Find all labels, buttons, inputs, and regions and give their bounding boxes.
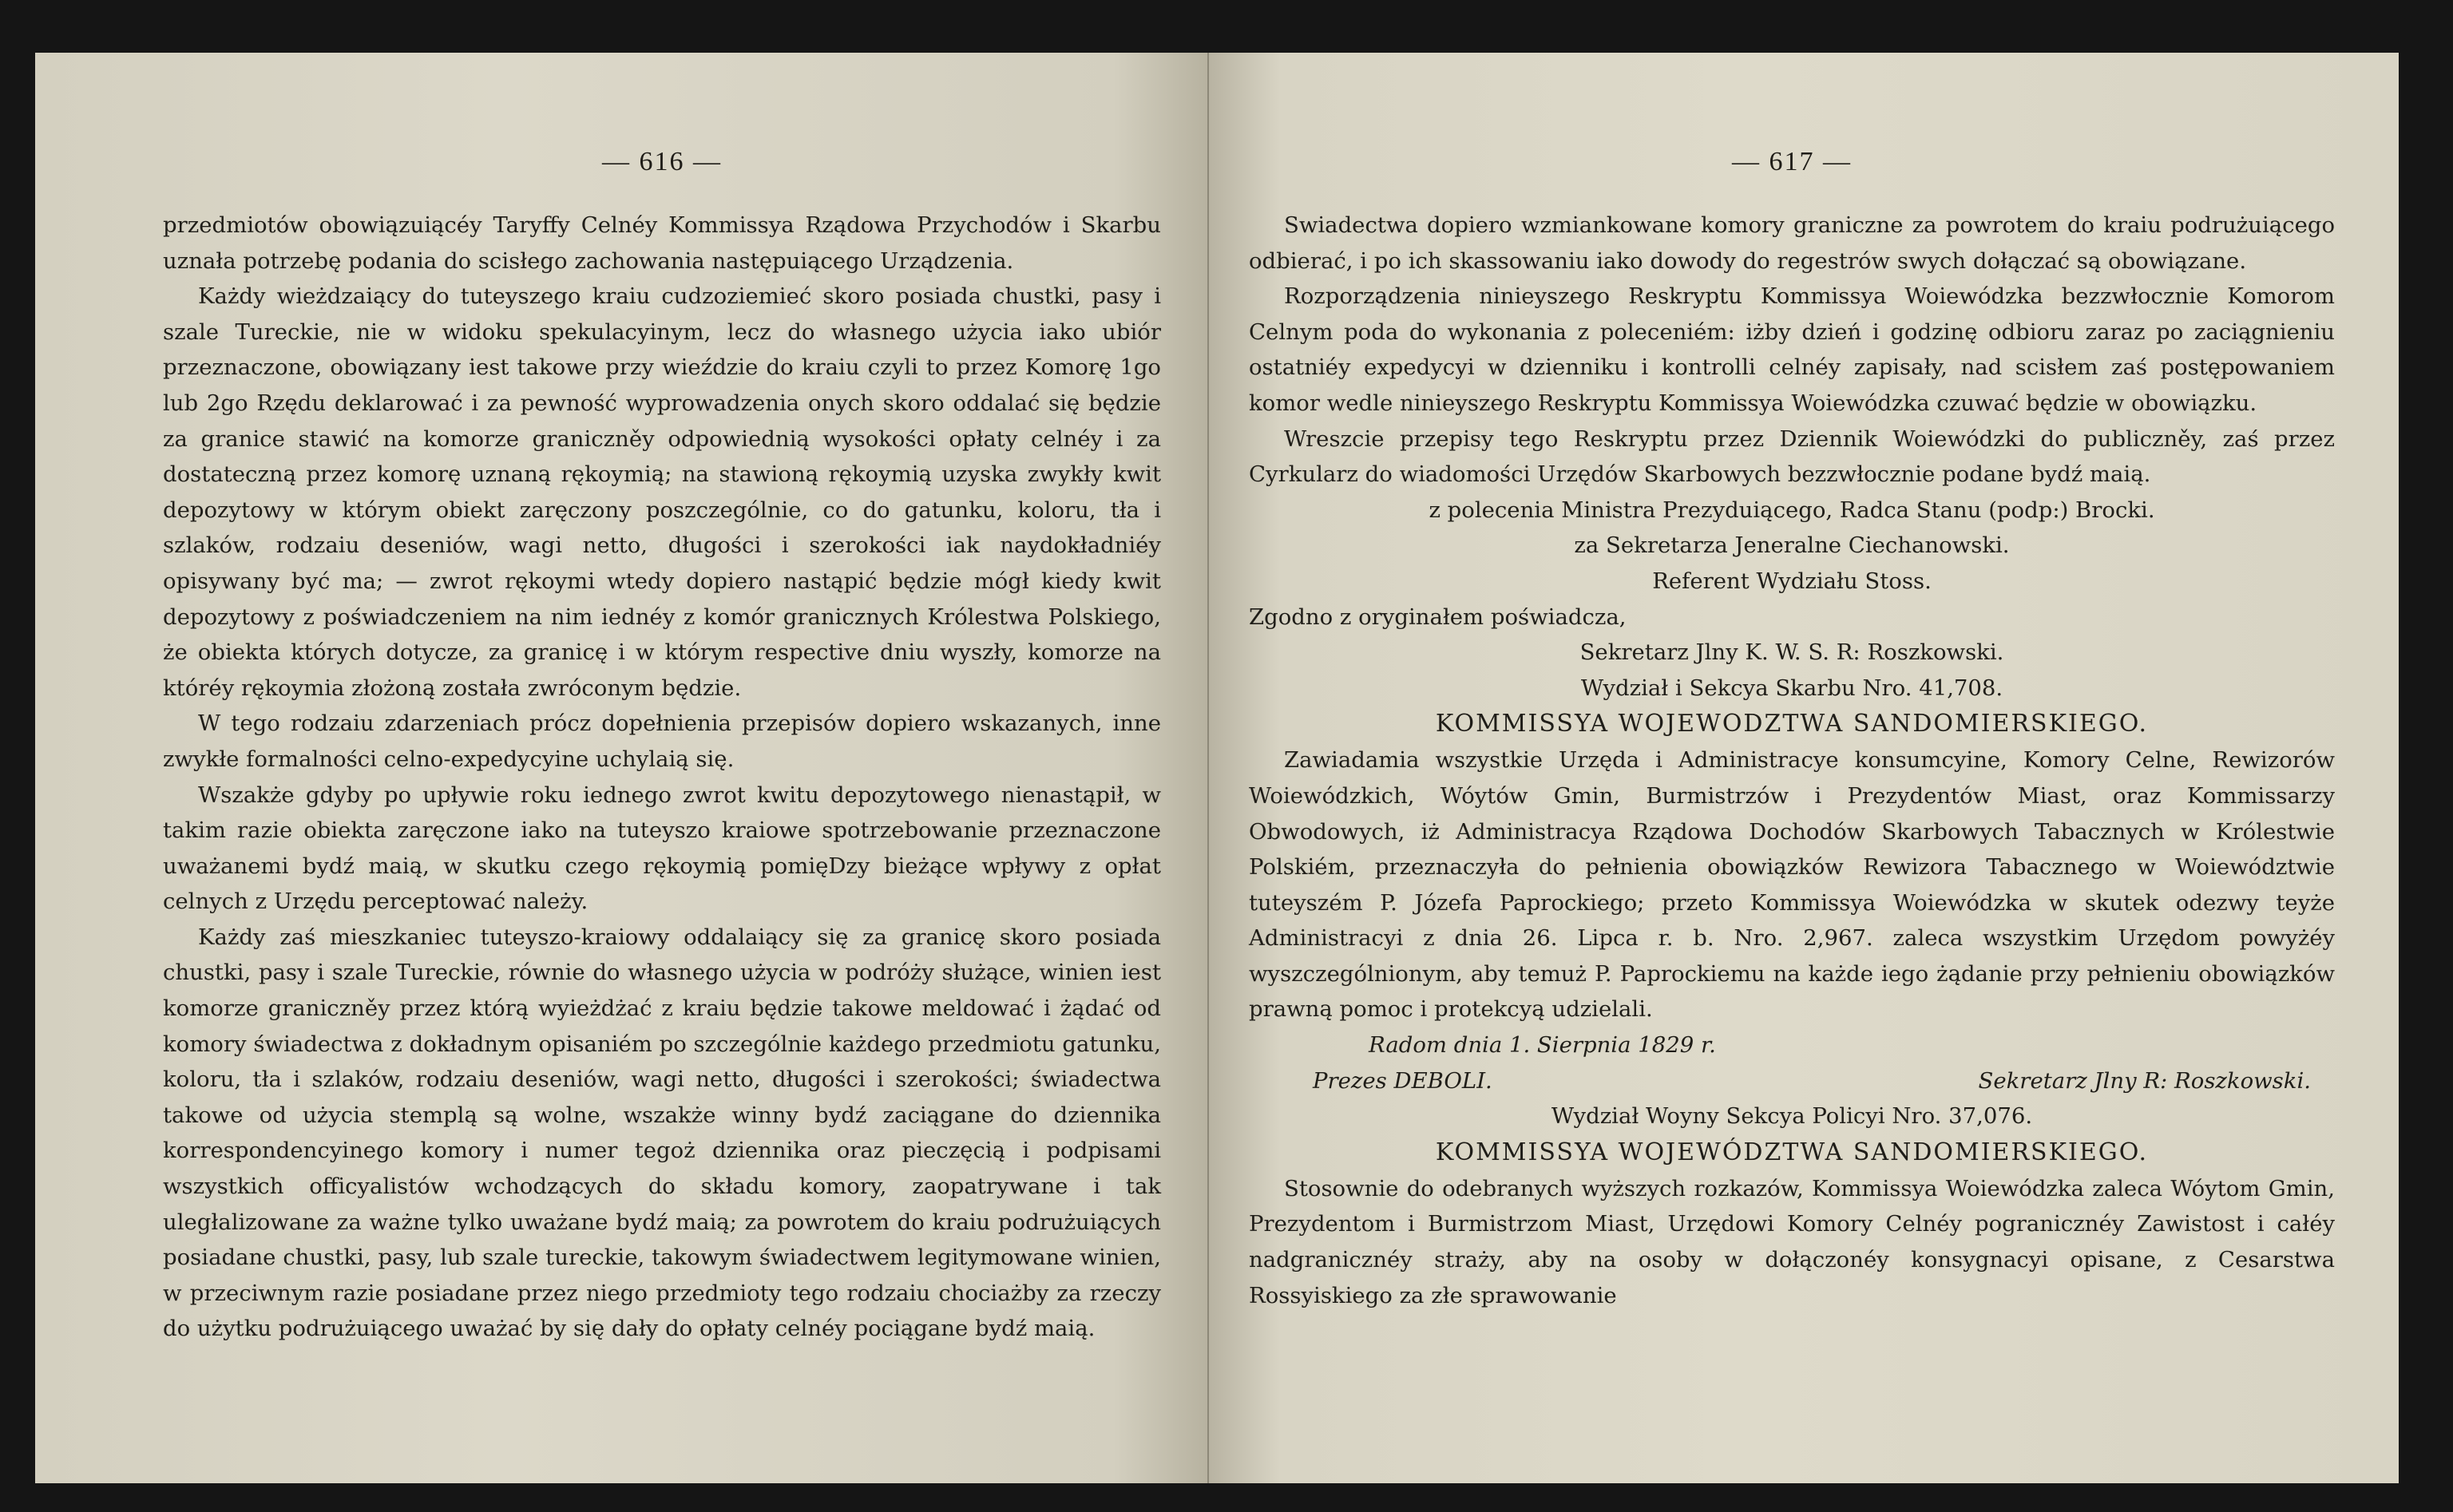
paragraph: Wreszcie przepisy tego Reskryptu przez Dziennik Woiewódzki do publiczněy, zaś przez Cyrkularz do wiadomości Urzędów Skarbowych bezzwłocznie podane bydź maią. [1249,425,2335,488]
signature-line: Sekretarz Jlny K. W. S. R: Roszkowski. [1579,639,2004,666]
page-number-left: — 616 — [602,147,722,176]
signature-row [1249,1063,2335,1099]
signature-line: z polecenia Ministra Prezyduiącego, Radca Stanu (podp:) Brocki. [1429,497,2155,523]
left-page [35,53,1209,1483]
paragraph: Zawiadamia wszystkie Urzęda i Administracye konsumcyine, Komory Celne, Rewizorów Woiewódzkich, Wóytów Gmin, Burmistrzów i Prezydentów Miast, oraz Kommissarzy Obwodowych, iż Administracya Rządowa Dochodów Skarbowych Tabacznych w Królestwie Polskiém, przeznaczyła do pełnienia obowiązków Rewizora Tabacznego w Woiewództwie tuteyszém P. Józefa Paprockiego; przeto Kommissya Woiewódzka w skutek odezwy teyże Administracyi z dnia 26. Lipca r. b. Nro. 2,967. zaleca wszystkim Urzędom powyżéy wyszczególnionym, aby temuż P. Paprockiemu na każde iego żądanie przy pełnieniu obowiązków prawną pomoc i protekcyą udzielali. [1249,747,2335,1023]
section-heading: KOMMISSYA WOJEWODZTWA SANDOMIERSKIEGO. [1435,710,2149,738]
right-page-text [1249,208,2335,1313]
dateline [1249,1027,2335,1063]
paragraph: Wszakże gdyby po upływie roku iednego zwrot kwitu depozytowego nienastąpił, w takim razie obiekta zaręczone iako na tuteyszo kraiowe spotrzebowanie przeznaczone uważanemi bydź maią, w skutku czego rękoymią pomięDzy bieżące wpływy z opłat celnych z Urzędu perceptować należy. [163,782,1161,915]
signature-secretary: Sekretarz Jlny R: Roszkowski. [1978,1067,2311,1094]
department-reference: Wydział i Sekcya Skarbu Nro. 41,708. [1580,675,2003,701]
signature-president: Prezes DEBOLI. [1313,1067,1492,1094]
signature-line: Referent Wydziału Stoss. [1652,568,1932,594]
page-number-right: — 617 — [1732,147,1852,176]
signature-line: za Sekretarza Jeneralne Ciechanowski. [1574,532,2010,559]
section-heading: KOMMISSYA WOJEWÓDZTWA SANDOMIERSKIEGO. [1435,1138,2149,1166]
signature-line: Zgodno z oryginałem poświadcza, [1249,604,1627,630]
left-page-text [163,208,1161,1347]
dateline-place: Radom dnia 1. Sierpnia 1829 r. [1369,1032,1716,1059]
paragraph: Każdy zaś mieszkaniec tuteyszo-kraiowy oddalaiący się za granicę skoro posiada chustki, pasy i szale Tureckie, równie do własnego użycia w podróży służące, winien iest komorze graniczněy przez którą wyieżdżać z kraiu będzie takowe meldować i żądać od komory świadectwa z dokładnym opisaniém po szczególnie każdego przedmiotu gatunku, koloru, tła i szlaków, rodzaiu deseniów, wagi netto, długości i szerokości; świadectwa takowe od użycia stemplą są wolne, wszakże winny bydź zaciągane do dziennika korrespondencyinego komory i numer tegoż dziennika oraz pieczęcią i podpisami wszystkich officyalistów wchodzących do składu komory, zaopatrywane i tak uległalizowane za ważne tylko uważane bydź maią; za powrotem do kraiu podrużuiących posiadane chustki, pasy, lub szale tureckie, takowym świadectwem legitymowane winien, w przeciwnym razie posiadane przez niego przedmioty tego rodzaiu chociażby za rzeczy do użytku podrużuiącego uważać by się dały do opłaty celnéy pociągane bydź maią. [163,924,1161,1342]
right-page [1209,53,2399,1483]
paragraph: Każdy wieżdzaiący do tuteyszego kraiu cudzoziemieć skoro posiada chustki, pasy i szale Tureckie, nie w widoku spekulacyinym, lecz do własnego użycia iako ubiór przeznaczone, obowiązany iest takowe przy wieździe do kraiu czyli to przez Komorę 1go lub 2go Rzędu deklarować i za pewność wyprowadzenia onych skoro oddalać się będzie za granice stawić na komorze graniczněy odpowiednią wysokości opłaty celnéy i za dostateczną przez komorę uznaną rękoymią; na stawioną rękoymią uzyska zwykły kwit depozytowy w którym obiekt zaręczony poszczególnie, co do gatunku, koloru, tła i szlaków, rodzaiu deseniów, wagi netto, długości i szerokości iak naydokładniéy opisywany być ma; — zwrot rękoymi wtedy dopiero nastąpić będzie mógł kiedy kwit depozytowy z poświadczeniem na nim iednéy z komór granicznych Królestwa Polskiego, że obiekta których dotycze, za granicę i w którym respective dniu wyszły, komorze na któréy rękoymia złożoną została zwróconym będzie. [163,283,1161,701]
paragraph: przedmiotów obowiązuiącéy Taryffy Celnéy Kommissya Rządowa Przychodów i Skarbu uznała potrzebę podania do scisłego zachowania następuiącego Urządzenia. [163,212,1161,274]
paragraph: W tego rodzaiu zdarzeniach prócz dopełnienia przepisów dopiero wskazanych, inne zwykłe formalności celno-expedycyine uchylaią się. [163,710,1161,772]
paragraph: Swiadectwa dopiero wzmiankowane komory graniczne za powrotem do kraiu podrużuiącego odbierać, i po ich skassowaniu iako dowody do regestrów swych dołączać są obowiązane. [1249,212,2335,274]
paragraph: Stosownie do odebranych wyższych rozkazów, Kommissya Woiewódzka zaleca Wóytom Gmin, Prezydentom i Burmistrzom Miast, Urzędowi Komory Celnéy pogranicznéy Zawistost i całéy nadgranicznéy straży, aby na osoby w dołączonéy konsygnacyi opisane, z Cesarstwa Rossyiskiego za złe sprawowanie [1249,1175,2335,1308]
department-reference: Wydział Woyny Sekcya Policyi Nro. 37,076. [1551,1103,2033,1130]
paragraph: Rozporządzenia ninieyszego Reskryptu Kommissya Woiewódzka bezzwłocznie Komorom Celnym poda do wykonania z poleceniém: iżby dzień i godzinę odbioru zaraz po zaciągnieniu ostatniéy expedycyi w dzienniku i kontrolli celnéy zapisały, nad scisłem zaś postępowaniem komor wedle ninieyszego Reskryptu Kommissya Woiewódzka czuwać będzie w obowiązku. [1249,283,2335,416]
